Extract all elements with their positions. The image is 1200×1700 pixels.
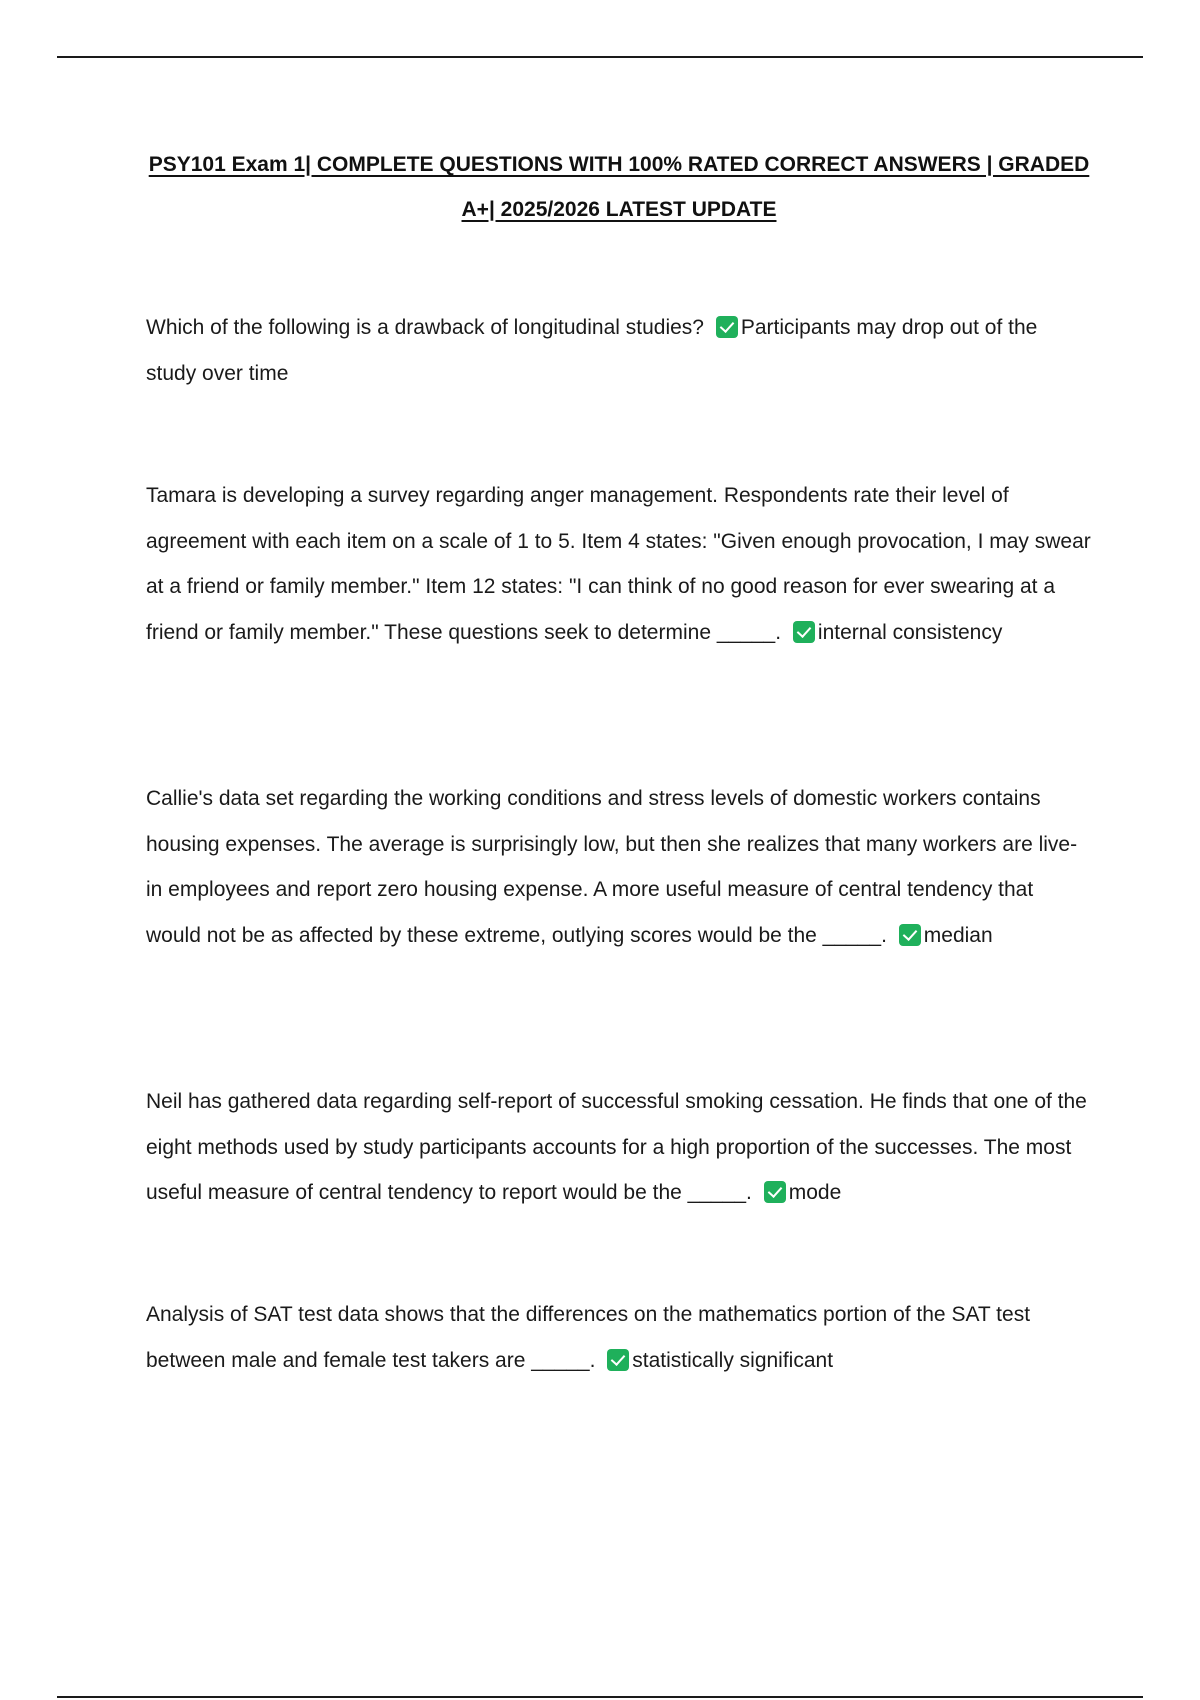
check-mark-icon bbox=[899, 924, 921, 946]
answer-text: Participants may drop out of the study over time bbox=[146, 316, 1038, 385]
question-text: Analysis of SAT test data shows that the differences on the mathematics portion of the SAT test between male and female test takers are _____. bbox=[146, 1303, 1031, 1372]
qa-item bbox=[146, 473, 1092, 655]
qa-item bbox=[146, 776, 1092, 958]
answer-text: internal consistency bbox=[817, 620, 1003, 644]
answer-text: mode bbox=[788, 1181, 842, 1204]
question-text: Neil has gathered data regarding self-report of successful smoking cessation. He finds that one of the eight methods used by study participants accounts for a high proportion of the successes. The most useful measure of central tendency to report would be the _____. bbox=[146, 1090, 1087, 1204]
question-text: Tamara is developing a survey regarding anger management. Respondents rate their level of agreement with each item on a scale of 1 to 5. Item 4 states: "Given enough provocation, I may swear at a friend or family member." Item 12 states: "I can think of no good reason for ever swearing at a friend or family member." These questions seek to determine _____. bbox=[146, 484, 1091, 644]
bottom-rule bbox=[57, 1696, 1143, 1698]
qa-item bbox=[146, 1079, 1092, 1216]
answer-text: statistically significant bbox=[632, 1348, 834, 1372]
question-text: Callie's data set regarding the working conditions and stress levels of domestic workers contains housing expenses. The average is surprisingly low, but then she realizes that many workers are live-in employees and report zero housing expense. A more useful measure of central tendency that would not be as affected by these extreme, outlying scores would be the _____. bbox=[146, 787, 1078, 947]
qa-item bbox=[146, 305, 1092, 396]
answer-text: median bbox=[923, 923, 993, 947]
top-rule bbox=[57, 56, 1143, 58]
check-mark-icon bbox=[764, 1181, 786, 1203]
check-mark-icon bbox=[793, 621, 815, 643]
check-mark-icon bbox=[716, 316, 738, 338]
page-title: PSY101 Exam 1| COMPLETE QUESTIONS WITH 100% RATED CORRECT ANSWERS | GRADED A+| 2025/2026 LATEST UPDATE bbox=[148, 153, 1090, 221]
check-mark-icon bbox=[607, 1349, 629, 1371]
qa-item bbox=[146, 1292, 1092, 1383]
question-text: Which of the following is a drawback of longitudinal studies? bbox=[146, 316, 704, 339]
